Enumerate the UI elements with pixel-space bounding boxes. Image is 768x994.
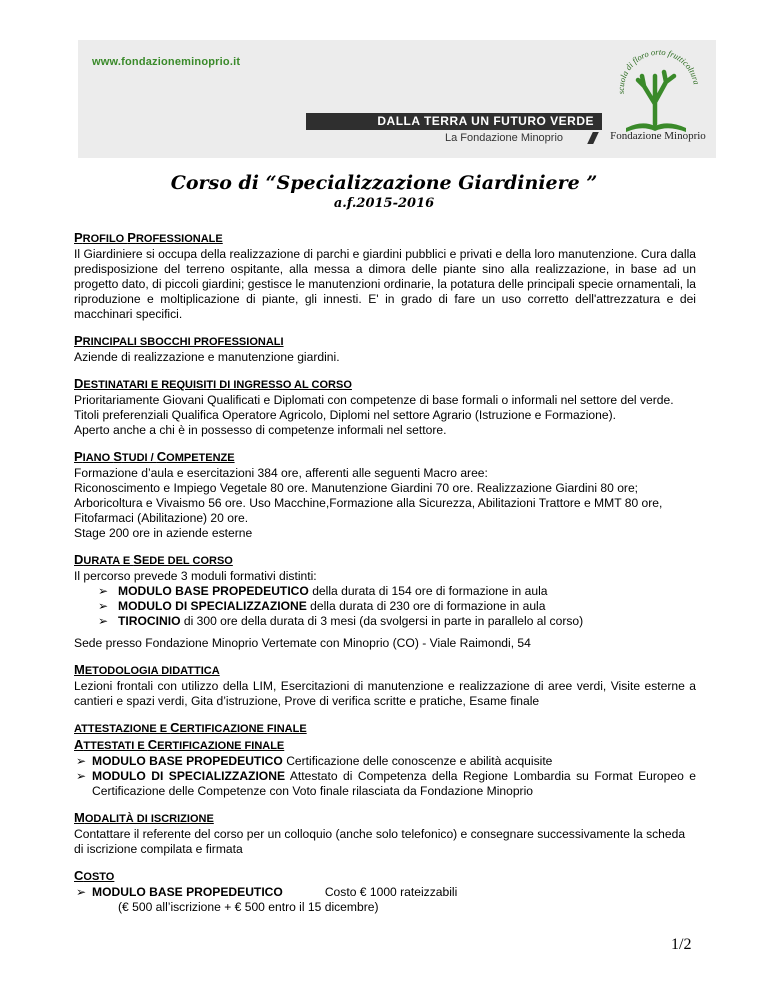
list-item: ➢ TIROCINIO di 300 ore della durata di 3 mesi (da svolgersi in parte in parallelo al corso) xyxy=(98,614,584,628)
brand-slash xyxy=(587,132,599,144)
section-durata xyxy=(74,552,696,651)
section-text: Contattare il referente del corso per un colloquio (anche solo telefonico) e consegnare successivamente la scheda di iscrizione compilata e firmata xyxy=(74,827,686,856)
section-title: DURATA E SEDE DEL CORSO xyxy=(74,552,233,567)
arrow-bullet-icon: ➢ xyxy=(98,599,109,613)
section-costo xyxy=(74,868,696,915)
section-text: Aziende di realizzazione e manutenzione giardini. xyxy=(74,350,340,364)
list-item: ➢ MODULO DI SPECIALIZZAZIONE Attestato di Competenza della Regione Lombardia su Format Europeo e Certificazione delle Competenze con Voto finale rilasciata da Fondazione Minoprio xyxy=(76,769,697,798)
section-line: Formazione d’aula e esercitazioni 384 ore, afferenti alle seguenti Macro aree: xyxy=(74,466,488,480)
course-title: Corso di “Specializzazione Giardiniere ” xyxy=(170,172,598,194)
section-title: DESTINATARI E REQUISITI DI INGRESSO AL CORSO xyxy=(74,376,352,391)
page-number: 1/2 xyxy=(671,936,692,953)
sede-text: Sede presso Fondazione Minoprio Vertemate con Minoprio (CO) - Viale Raimondi, 54 xyxy=(74,636,531,650)
section-line: Aperto anche a chi è in possesso di competenze informali nel settore. xyxy=(74,423,447,437)
section-line: Prioritariamente Giovani Qualificati e Diplomati con competenze di base formali o informali nel settore del verde. xyxy=(74,393,674,407)
section-title: ATTESTATI E CERTIFICAZIONE FINALE xyxy=(74,737,285,752)
slogan-bar xyxy=(306,113,602,130)
slogan: DALLA TERRA UN FUTURO VERDE xyxy=(377,114,594,128)
list-item: ➢ MODULO BASE PROPEDEUTICO Costo € 1000 rateizzabili xyxy=(76,885,458,899)
section-title: METODOLOGIA DIDATTICA xyxy=(74,662,220,677)
arrow-bullet-icon: ➢ xyxy=(98,614,109,628)
list-item: ➢ MODULO DI SPECIALIZZAZIONE della durata di 230 ore di formazione in aula xyxy=(98,599,546,613)
section-line: Riconoscimento e Impiego Vegetale 80 ore. Manutenzione Giardini 70 ore. Realizzazione Giardini 80 ore; Arboricoltura e Vivaismo 56 ore. Uso Macchine,Formazione alla Sicurezza, Abilitazioni Trattore e MMT 80 ore, Fitofarmaci (Abilitazione) 20 ore. xyxy=(74,481,663,525)
section-profilo xyxy=(74,230,696,322)
header-banner xyxy=(78,40,716,158)
section-intro: Il percorso prevede 3 moduli formativi distinti: xyxy=(74,569,317,583)
course-year: a.f.2015-2016 xyxy=(333,196,435,211)
section-metodologia xyxy=(74,662,696,709)
section-line: Stage 200 ore in aziende esterne xyxy=(74,526,253,540)
subslogan: La Fondazione Minoprio xyxy=(445,132,564,144)
section-attestazione xyxy=(74,720,696,799)
list-item: ➢ MODULO BASE PROPEDEUTICO Certificazione delle conoscenze e abilità acquisite xyxy=(76,754,553,768)
costo-note: (€ 500 all’iscrizione + € 500 entro il 15 dicembre) xyxy=(118,900,379,914)
svg-text:scuola di floro orto frutticol xyxy=(616,47,702,95)
section-title: ATTESTAZIONE E CERTIFICAZIONE FINALE xyxy=(74,720,307,735)
logo-arc-text: scuola di floro orto frutticoltura xyxy=(615,46,702,95)
arrow-bullet-icon: ➢ xyxy=(76,754,87,768)
section-destinatari xyxy=(74,376,696,438)
document-body xyxy=(74,230,696,926)
section-piano-studi xyxy=(74,449,696,541)
section-title: PIANO STUDI / COMPETENZE xyxy=(74,449,235,464)
section-title: PRINCIPALI SBOCCHI PROFESSIONALI xyxy=(74,333,284,348)
section-title: COSTO xyxy=(74,868,115,883)
section-sbocchi xyxy=(74,333,696,365)
list-item: ➢ MODULO BASE PROPEDEUTICO della durata di 154 ore di formazione in aula xyxy=(98,584,548,598)
arrow-bullet-icon: ➢ xyxy=(76,769,87,783)
section-line: Titoli preferenziali Qualifica Operatore Agricolo, Diplomi nel settore Agrario (Istruzione e Formazione). xyxy=(74,408,616,422)
section-iscrizione xyxy=(74,810,696,857)
section-text: Lezioni frontali con utilizzo della LIM, Esercitazioni di manutenzione e realizzazione di aree verdi, Visite esterne a cantieri e spazi verdi, Gita d’istruzione, Prove di verifica scritte e pratiche, Esame finale xyxy=(74,679,696,708)
logo-name: Fondazione Minoprio xyxy=(610,130,706,142)
section-text: Il Giardiniere si occupa della realizzazione di parchi e giardini pubblici e privati e della loro manutenzione. Cura dalla predisposizione del terreno ospitante, alla messa a dimora delle piante sino alla realizzazione, in base ad un progetto dato, di piccoli giardini; gestisce le manutenzioni ordinarie, la potatura delle principali specie ornamentali, la riproduzione e moltiplicazione di piante, gli innesti. E' in grado di fare un uso corretto dell'attrezzatura e dei macchinari specifici. xyxy=(74,247,696,321)
section-title: PROFILO PROFESSIONALE xyxy=(74,230,223,245)
website-url[interactable]: www.fondazioneminoprio.it xyxy=(92,56,241,68)
section-title: MODALITÀ DI ISCRIZIONE xyxy=(74,810,214,825)
arrow-bullet-icon: ➢ xyxy=(98,584,109,598)
arrow-bullet-icon: ➢ xyxy=(76,885,87,899)
